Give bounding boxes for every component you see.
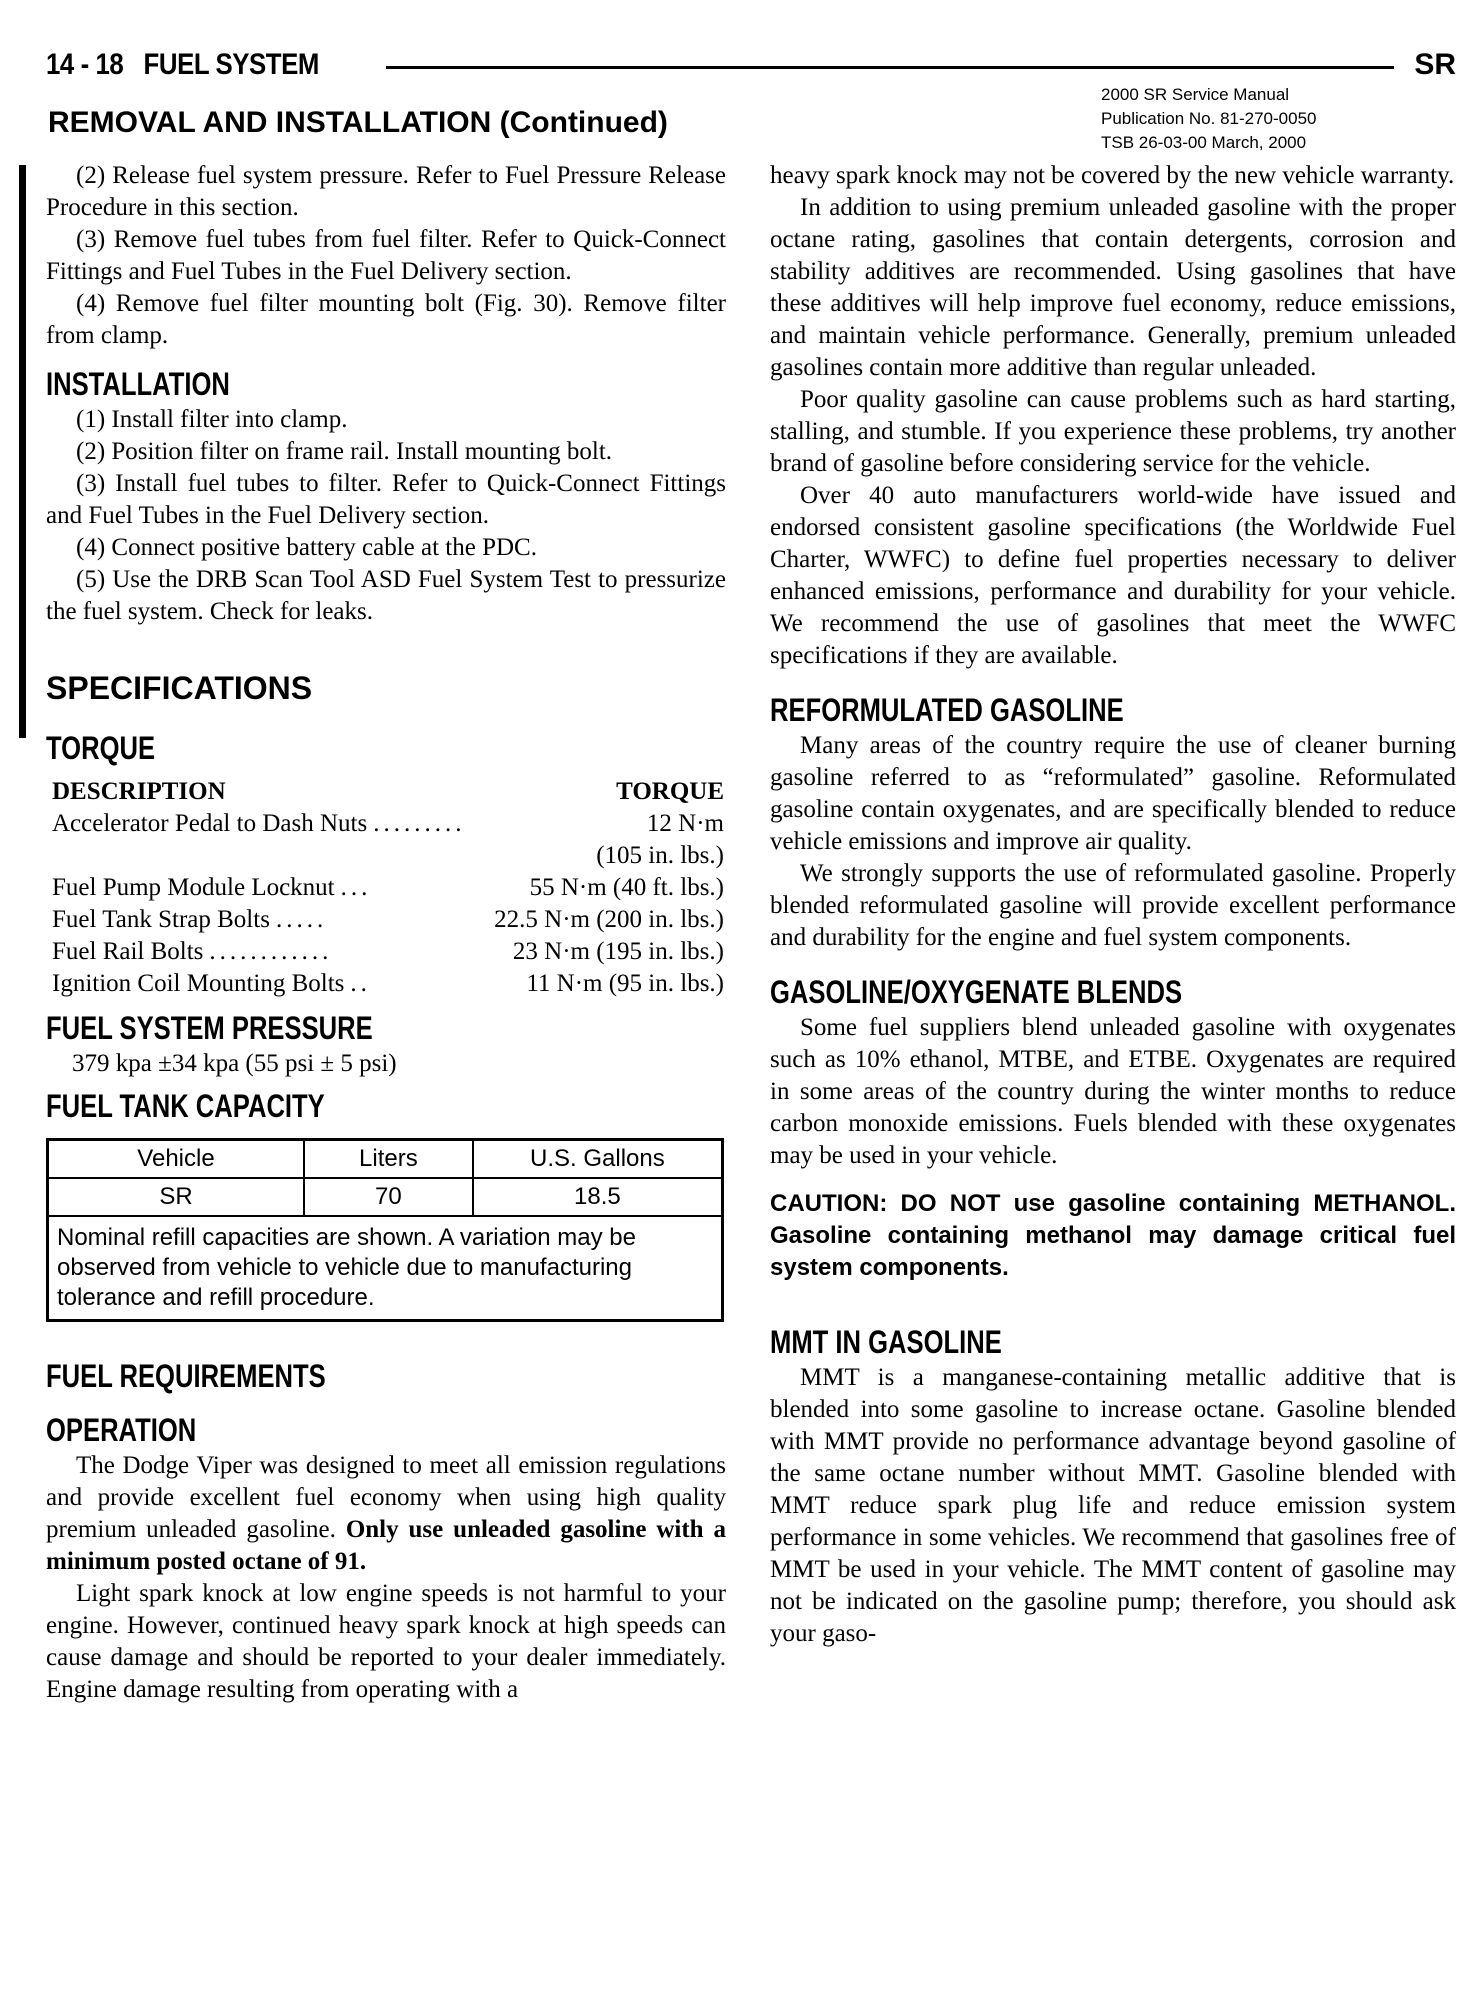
leader-dots: ...	[340, 874, 372, 901]
capacity-gallons: 18.5	[473, 1178, 723, 1216]
fuel-requirements-heading: FUEL REQUIREMENTS	[46, 1358, 326, 1394]
fuel-tank-capacity-table	[46, 1138, 724, 1322]
leader-dots: ..	[350, 970, 371, 997]
page-number-section	[46, 48, 319, 82]
mmt-heading: MMT IN GASOLINE	[770, 1324, 1002, 1360]
capacity-header-vehicle: Vehicle	[48, 1140, 305, 1179]
torque-table	[52, 776, 724, 1000]
torque-description: Fuel Rail Bolts	[52, 938, 204, 965]
torque-value: 55 N·m (40 ft. lbs.)	[529, 874, 724, 901]
operation-text: The Dodge Viper was designed to meet all emission regulations and provide excellent fuel economy when using high quality premium unleaded gasoline.	[46, 1452, 726, 1543]
torque-value: 22.5 N·m (200 in. lbs.)	[494, 906, 724, 933]
leader-dots: .....	[275, 906, 328, 933]
capacity-liters: 70	[304, 1178, 473, 1216]
torque-row	[52, 936, 724, 968]
removal-step-4: (4) Remove fuel filter mounting bolt (Fig. 30). Remove filter from clamp.	[46, 290, 726, 349]
torque-description: Accelerator Pedal to Dash Nuts	[52, 810, 368, 837]
specifications-heading: SPECIFICATIONS	[46, 670, 313, 706]
torque-description: Fuel Pump Module Locknut	[52, 874, 335, 901]
additives-paragraph: In addition to using premium unleaded gasoline with the proper octane rating, gasolines that contain detergents, corrosion and stability additives are recommended. Using gasolines that have these additives will help improve fuel economy, reduce emissions, and maintain vehicle performance. Generally, premium unleaded gasolines contain more additive than regular unleaded.	[770, 194, 1456, 381]
poor-quality-paragraph: Poor quality gasoline can cause problems such as hard starting, stalling, and stumble. If you experience these problems, try another brand of gasoline before considering service for the vehicle.	[770, 386, 1456, 477]
publication-line-2: Publication No. 81-270-0050	[1101, 109, 1317, 128]
wwfc-paragraph: Over 40 auto manufacturers world-wide have issued and endorsed consistent gasoline specifications (the Worldwide Fuel Charter, WWFC) to define fuel properties necessary to deliver enhanced emissions, performance and durability for your vehicle. We recommend the use of gasolines that meet the WWFC specifications if they are available.	[770, 482, 1456, 669]
install-step-1: (1) Install filter into clamp.	[76, 406, 348, 433]
oxygenate-heading: GASOLINE/OXYGENATE BLENDS	[770, 974, 1183, 1010]
capacity-header-gallons: U.S. Gallons	[473, 1140, 723, 1179]
continued-heading: REMOVAL AND INSTALLATION (Continued)	[48, 106, 668, 139]
leader-dots: .........	[373, 810, 466, 837]
torque-value-continued: (105 in. lbs.)	[596, 842, 724, 869]
removal-step-2: (2) Release fuel system pressure. Refer to Fuel Pressure Release Procedure in this section.	[46, 162, 726, 221]
install-step-5: (5) Use the DRB Scan Tool ASD Fuel System Test to pressurize the fuel system. Check for leaks.	[46, 566, 726, 625]
methanol-caution: CAUTION: DO NOT use gasoline containing METHANOL. Gasoline containing methanol may damage critical fuel system components.	[770, 1190, 1456, 1281]
removal-step-3: (3) Remove fuel tubes from fuel filter. Refer to Quick-Connect Fittings and Fuel Tubes in the Fuel Delivery section.	[46, 226, 726, 285]
octane-requirement: Only use unleaded gasoline with a minimum posted octane of 91.	[46, 1516, 727, 1575]
fuel-tank-capacity-heading: FUEL TANK CAPACITY	[46, 1088, 325, 1124]
operation-heading: OPERATION	[46, 1412, 197, 1448]
capacity-vehicle: SR	[48, 1178, 305, 1216]
reformulated-paragraph-2: We strongly supports the use of reformulated gasoline. Properly blended reformulated gasoline will provide excellent performance and durability for the engine and fuel system components.	[770, 860, 1456, 951]
torque-table-header	[52, 776, 724, 808]
spark-knock-continued: heavy spark knock may not be covered by the new vehicle warranty.	[770, 162, 1455, 189]
reformulated-paragraph-1: Many areas of the country require the use of cleaner burning gasoline referred to as “reformulated” gasoline. Reformulated gasoline contain oxygenates, and are specifically blended to reduce vehicle emissions and improve air quality.	[770, 732, 1456, 855]
install-step-3: (3) Install fuel tubes to filter. Refer to Quick-Connect Fittings and Fuel Tubes in the Fuel Delivery section.	[46, 470, 726, 529]
torque-row	[52, 808, 724, 840]
publication-info	[1101, 83, 1316, 155]
col-torque: TORQUE	[616, 778, 724, 805]
operation-paragraph-1	[46, 1450, 726, 1578]
capacity-table-header-row	[48, 1140, 723, 1179]
page-number: 14 - 18	[46, 48, 124, 81]
revision-bar	[19, 165, 26, 738]
leader-dots: ............	[209, 938, 333, 965]
torque-row	[52, 872, 724, 904]
torque-row	[52, 904, 724, 936]
publication-line-1: 2000 SR Service Manual	[1101, 85, 1290, 104]
torque-heading: TORQUE	[46, 730, 156, 766]
capacity-header-liters: Liters	[304, 1140, 473, 1179]
install-step-4: (4) Connect positive battery cable at the PDC.	[76, 534, 537, 561]
header-rule	[386, 66, 1394, 69]
torque-value: 23 N·m (195 in. lbs.)	[512, 938, 724, 965]
reformulated-heading: REFORMULATED GASOLINE	[770, 692, 1124, 728]
oxygenate-paragraph: Some fuel suppliers blend unleaded gasoline with oxygenates such as 10% ethanol, MTBE, and ETBE. Oxygenates are required in some areas of the country during the winter months to reduce carbon monoxide emissions. Fuels blended with these oxygenates may be used in your vehicle.	[770, 1014, 1456, 1169]
section-title: FUEL SYSTEM	[143, 48, 319, 81]
publication-line-3: TSB 26-03-00 March, 2000	[1101, 133, 1307, 152]
capacity-table-row	[48, 1178, 723, 1216]
col-description: DESCRIPTION	[52, 778, 226, 805]
torque-description: Ignition Coil Mounting Bolts	[52, 970, 345, 997]
capacity-note-row	[48, 1216, 723, 1321]
left-column	[46, 160, 726, 1706]
fuel-system-pressure-value: 379 kpa ±34 kpa (55 psi ± 5 psi)	[72, 1050, 397, 1077]
running-header	[46, 48, 1456, 82]
torque-value: 12 N·m	[646, 810, 724, 837]
torque-description: Fuel Tank Strap Bolts	[52, 906, 270, 933]
capacity-note: Nominal refill capacities are shown. A variation may be observed from vehicle to vehicle due to manufacturing tolerance and refill procedure.	[48, 1216, 723, 1321]
install-step-2: (2) Position filter on frame rail. Install mounting bolt.	[76, 438, 613, 465]
torque-value: 11 N·m (95 in. lbs.)	[526, 970, 724, 997]
torque-row	[52, 968, 724, 1000]
right-column	[770, 160, 1456, 1650]
fuel-system-pressure-heading: FUEL SYSTEM PRESSURE	[46, 1010, 373, 1046]
spark-knock-paragraph: Light spark knock at low engine speeds is not harmful to your engine. However, continued heavy spark knock at high speeds can cause damage and should be reported to your dealer immediately. Engine damage resulting from operating with a	[46, 1580, 726, 1703]
model-mark: SR	[1414, 48, 1456, 81]
installation-heading: INSTALLATION	[46, 366, 230, 402]
mmt-paragraph: MMT is a manganese-containing metallic additive that is blended into some gasoline to increase octane. Gasoline blended with MMT provide no performance advantage beyond gasoline of the same octane number without MMT. Gasoline blended with MMT reduce spark plug life and reduce emission system performance in some vehicles. We recommend that gasolines free of MMT be used in your vehicle. The MMT content of gasoline may not be indicated on the gasoline pump; therefore, you should ask your gaso-	[770, 1364, 1456, 1647]
